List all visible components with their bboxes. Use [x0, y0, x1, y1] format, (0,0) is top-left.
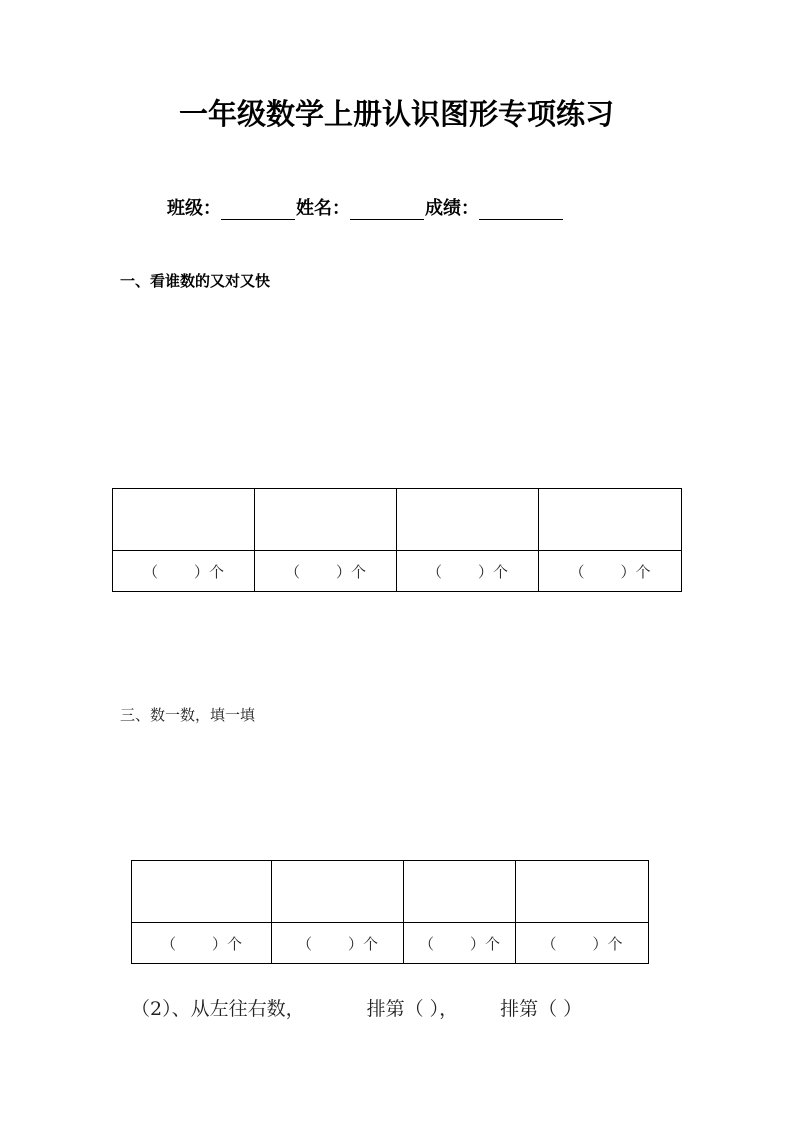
image-cell [539, 489, 682, 551]
image-cell [404, 861, 516, 923]
section-1-heading: 一、看谁数的又对又快 [120, 272, 271, 290]
unit-label: 个 [363, 934, 379, 953]
answer-row [113, 551, 682, 592]
answer-cell[interactable] [397, 551, 539, 592]
close-paren: ） [469, 934, 485, 953]
section-3-count-table [131, 860, 649, 964]
image-row [132, 861, 649, 923]
page-title: 一年级数学上册认识图形专项练习 [178, 97, 614, 131]
class-field[interactable] [221, 199, 295, 220]
section-1-count-table [112, 488, 682, 592]
open-paren: （ [418, 934, 434, 953]
unit-label: 个 [351, 562, 367, 581]
unit-label: 个 [493, 562, 509, 581]
student-info-line [167, 194, 564, 220]
close-paren: ） [477, 562, 493, 581]
close-paren: ） [347, 934, 363, 953]
open-paren: （ [541, 934, 557, 953]
question-2-rank-2[interactable]: 排第（ ） [500, 998, 583, 1020]
close-paren: ） [620, 562, 636, 581]
answer-cell[interactable] [516, 923, 649, 964]
name-label: 姓名： [296, 198, 350, 219]
image-cell [132, 861, 272, 923]
score-label: 成绩： [425, 198, 479, 219]
close-paren: ） [193, 562, 209, 581]
unit-label: 个 [485, 934, 501, 953]
image-cell [255, 489, 397, 551]
image-cell [113, 489, 255, 551]
image-cell [397, 489, 539, 551]
unit-label: 个 [209, 562, 225, 581]
open-paren: （ [426, 562, 442, 581]
unit-label: 个 [227, 934, 243, 953]
close-paren: ） [211, 934, 227, 953]
open-paren: （ [284, 562, 300, 581]
answer-cell[interactable] [539, 551, 682, 592]
section-3-heading: 三、数一数，填一填 [120, 706, 256, 724]
open-paren: （ [160, 934, 176, 953]
question-2-rank-1[interactable]: 排第（ ）， [366, 998, 459, 1020]
close-paren: ） [592, 934, 608, 953]
answer-cell[interactable] [272, 923, 404, 964]
answer-cell[interactable] [404, 923, 516, 964]
open-paren: （ [569, 562, 585, 581]
question-2 [131, 994, 582, 1021]
image-row [113, 489, 682, 551]
unit-label: 个 [635, 562, 651, 581]
answer-cell[interactable] [132, 923, 272, 964]
answer-cell[interactable] [113, 551, 255, 592]
name-field[interactable] [350, 199, 424, 220]
answer-cell[interactable] [255, 551, 397, 592]
score-field[interactable] [479, 199, 563, 220]
answer-row [132, 923, 649, 964]
question-2-prefix: （2）、从左往右数， [131, 998, 305, 1020]
unit-label: 个 [607, 934, 623, 953]
open-paren: （ [142, 562, 158, 581]
class-label: 班级： [167, 198, 221, 219]
image-cell [516, 861, 649, 923]
image-cell [272, 861, 404, 923]
open-paren: （ [296, 934, 312, 953]
close-paren: ） [335, 562, 351, 581]
